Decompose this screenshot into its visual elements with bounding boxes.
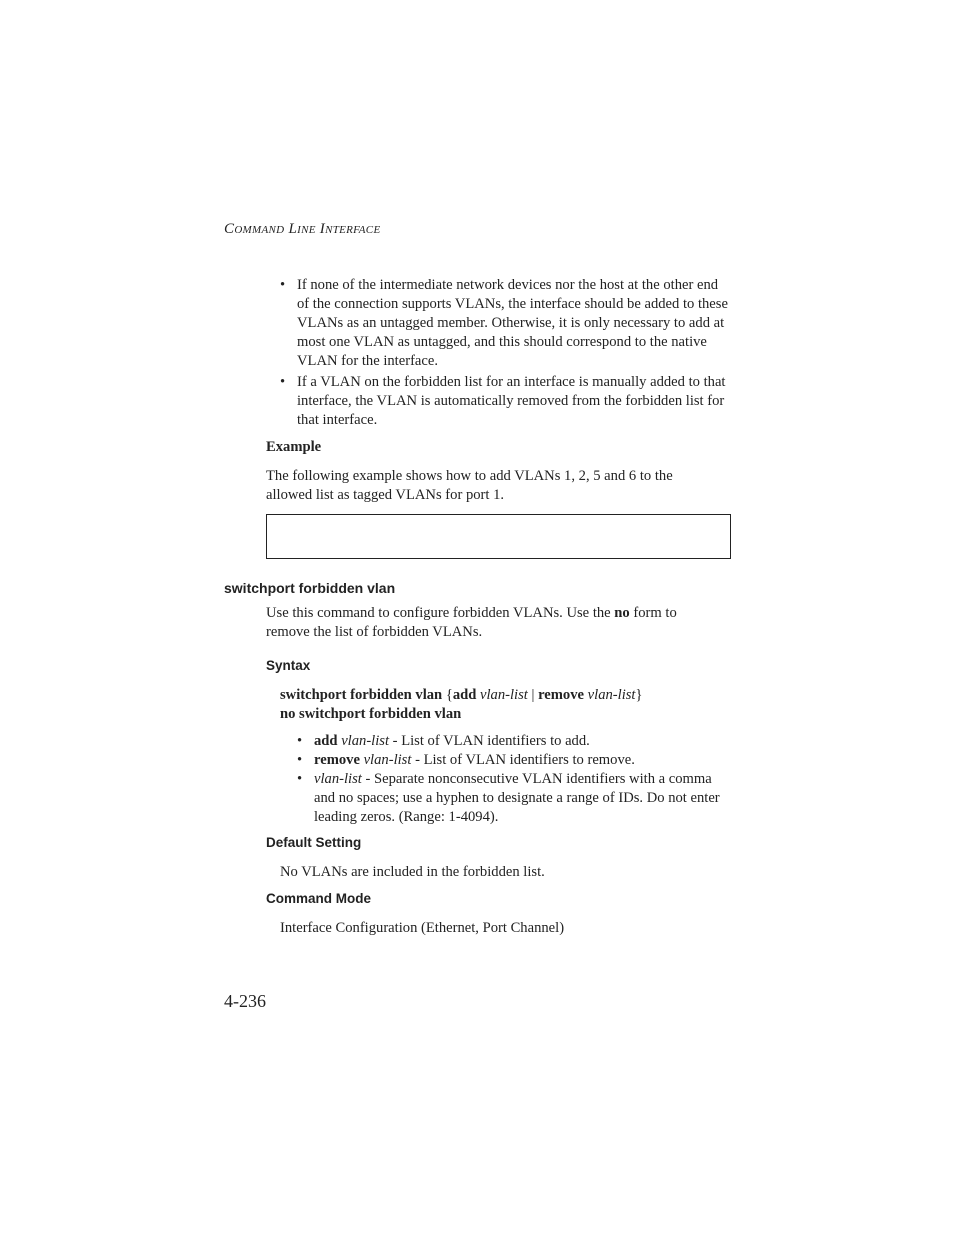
syntax-add-keyword: add [452,687,477,703]
param-arg: vlan-list [363,752,412,768]
header-letter: C [224,221,235,237]
bullet-icon: • [297,752,303,768]
bullet-icon: • [280,277,286,293]
command-description [266,604,706,642]
parameter-text [314,751,729,770]
command-title: switchport forbidden vlan [224,580,396,596]
parameter-text [314,770,729,827]
bullet-icon: • [297,733,303,749]
description-text: form to remove the list of forbidden VLANs. [266,605,677,640]
param-arg: vlan-list [341,733,390,749]
header-letter: L [288,221,298,237]
syntax-arg: vlan-list [587,687,636,703]
description-text: Use this command to configure forbidden VLANs. Use the [266,605,615,621]
syntax-no-command: no switchport forbidden vlan [280,706,462,722]
list-item [280,373,732,430]
parameter-list [297,732,729,827]
param-keyword: remove [314,752,360,768]
header-letter: I [319,221,326,237]
example-text: The following example shows how to add VLANs 1, 2, 5 and 6 to the allowed list as tagged VLANs for port 1. [266,468,673,503]
bullet-text: If none of the intermediate network devices nor the host at the other end of the connection supports VLANs, the interface should be added to these VLANs as an untagged member. Otherwise, it is only necessary to add at most one VLAN as untagged, and this should correspond to the native VLAN for the interface. [297,277,728,369]
syntax-heading: Syntax [266,658,311,673]
example-code-box [266,514,731,559]
list-item [280,276,732,371]
header-word: INE [297,224,316,236]
param-keyword: add [314,733,338,749]
running-header [224,221,380,238]
syntax-arg: vlan-list [480,687,528,703]
syntax-pipe: | [527,687,539,703]
param-desc: - List of VLAN identifiers to add. [389,733,590,749]
parameter-text [314,732,729,751]
syntax-brace: } [635,687,643,703]
syntax-line-2 [280,705,461,724]
header-word: NTERFACE [325,224,381,236]
list-item [297,732,729,751]
param-desc: - List of VLAN identifiers to remove. [411,752,635,768]
example-heading: Example [266,439,322,455]
no-keyword: no [614,605,630,621]
bullet-icon: • [297,771,303,787]
command-mode-text: Interface Configuration (Ethernet, Port Channel) [280,920,565,936]
syntax-brace: { [442,687,453,703]
list-item [297,751,729,770]
command-mode-heading: Command Mode [266,891,372,906]
bullet-text: If a VLAN on the forbidden list for an interface is manually added to that interface, the VLAN is automatically removed from the forbidden list for that interface. [297,374,726,428]
syntax-command: switchport forbidden vlan [280,687,443,703]
header-word: OMMAND [234,224,285,236]
param-arg: vlan-list [314,771,362,787]
syntax-remove-keyword: remove [538,687,584,703]
bullet-icon: • [280,374,286,390]
default-setting-heading: Default Setting [266,835,362,850]
syntax-line-1 [280,686,730,705]
default-setting-text: No VLANs are included in the forbidden list. [280,864,545,880]
page-number: 4-236 [224,991,266,1011]
list-item [297,770,729,827]
param-desc: - Separate nonconsecutive VLAN identifiers with a comma and no spaces; use a hyphen to designate a range of IDs. Do not enter leading zeros. (Range: 1-4094). [314,771,720,825]
intro-bullet-list [280,276,732,432]
